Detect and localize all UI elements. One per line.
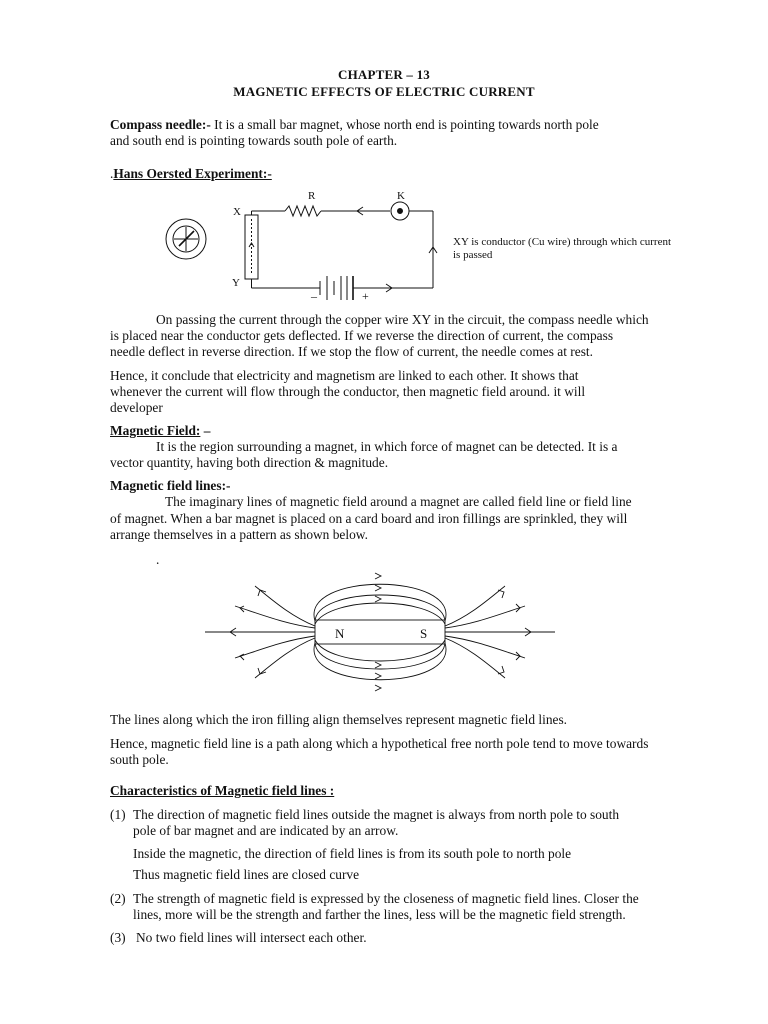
- magnetic-field-line2: vector quantity, having both direction & magnitude.: [110, 455, 389, 470]
- compass-para-line1: [110, 117, 700, 133]
- oersted-para1-line3: needle deflect in reverse direction. If we stop the flow of current, the needle comes at rest.: [110, 344, 593, 359]
- magnetic-field-heading-line: [110, 423, 210, 439]
- characteristic-1-num: (1): [110, 807, 126, 822]
- characteristic-1-line2: pole of bar magnet and are indicated by an arrow.: [133, 823, 399, 838]
- magnetic-field-line1: It is the region surrounding a magnet, in which force of magnet can be detected. It is a: [156, 439, 618, 454]
- label-y: Y: [232, 277, 240, 289]
- oersted-prefix: .: [110, 166, 114, 181]
- compass-label: Compass needle:-: [110, 117, 211, 132]
- circuit-caption-line2: is passed: [453, 249, 493, 261]
- compass-text1: It is a small bar magnet, whose north end is pointing towards north pole: [210, 117, 599, 132]
- field-lines-line1: The imaginary lines of magnetic field around a magnet are called field line or field line: [165, 494, 632, 509]
- characteristic-1-line1: The direction of magnetic field lines outside the magnet is always from north pole to south: [133, 807, 620, 822]
- oersted-para2-line3: developer: [110, 400, 163, 415]
- oersted-heading: Hans Oersted Experiment:-: [113, 166, 272, 181]
- oersted-para2-line2: whenever the current will flow through the conductor, then magnetic field around. it will: [110, 384, 586, 399]
- oersted-para1-line2: is placed near the conductor gets deflected. If we reverse the direction of current, the compass: [110, 328, 614, 343]
- oersted-para2-line1: Hence, it conclude that electricity and magnetism are linked to each other. It shows that: [110, 368, 579, 383]
- characteristic-inside: Inside the magnetic, the direction of field lines is from its south pole to north pole: [133, 846, 572, 861]
- after-diagram-line1: The lines along which the iron filling align themselves represent magnetic field lines.: [110, 712, 568, 727]
- field-lines-dot: .: [156, 552, 160, 567]
- magnetic-field-dash: –: [200, 423, 211, 438]
- magnet-n-label: N: [335, 626, 345, 641]
- characteristic-2-line1: The strength of magnetic field is expressed by the closeness of magnetic field lines. Closer the: [133, 891, 639, 906]
- characteristic-closed: Thus magnetic field lines are closed curve: [133, 867, 360, 882]
- oersted-para1-line1: On passing the current through the copper wire XY in the circuit, the compass needle which: [156, 312, 649, 327]
- field-lines-line2b: When a bar magnet is placed on a card board and iron fillings are sprinkled, they will: [167, 511, 628, 526]
- label-x: X: [233, 206, 241, 218]
- compass-text2: and south end is pointing towards south pole of earth.: [110, 133, 398, 148]
- field-lines-heading: Magnetic field lines:-: [110, 478, 231, 493]
- circuit-caption-line1: XY is conductor (Cu wire) through which current: [453, 236, 672, 248]
- field-lines-line3: arrange themselves in a pattern as shown below.: [110, 527, 368, 542]
- field-lines-line2: [110, 511, 627, 527]
- characteristic-2-line2: lines, more will be the strength and farther the lines, less will be the magnetic field strength.: [133, 907, 626, 922]
- magnet-s-label: S: [420, 626, 428, 641]
- resistor-r: [285, 206, 321, 216]
- chapter-number: CHAPTER – 13: [338, 67, 430, 82]
- after-diagram-line3: south pole.: [110, 752, 169, 767]
- characteristic-2-num: (2): [110, 891, 126, 906]
- label-minus: –: [311, 289, 317, 303]
- oersted-heading-line: [110, 166, 272, 182]
- characteristic-3-num: (3): [110, 930, 126, 945]
- oersted-circuit-diagram: [150, 185, 450, 305]
- chapter-title: MAGNETIC EFFECTS OF ELECTRIC CURRENT: [233, 84, 535, 99]
- characteristics-heading: Characteristics of Magnetic field lines :: [110, 783, 335, 798]
- after-diagram-line2: Hence, magnetic field line is a path along which a hypothetical free north pole tend to move towards: [110, 736, 649, 751]
- magnetic-field-heading: Magnetic Field:: [110, 423, 201, 438]
- characteristic-3-line1: No two field lines will intersect each other.: [136, 930, 367, 945]
- field-lines-line2a: of magnet.: [110, 511, 168, 526]
- bar-magnet-field-diagram: [200, 568, 560, 698]
- label-r: R: [308, 190, 316, 202]
- label-k: K: [397, 190, 405, 202]
- label-plus: +: [362, 289, 369, 303]
